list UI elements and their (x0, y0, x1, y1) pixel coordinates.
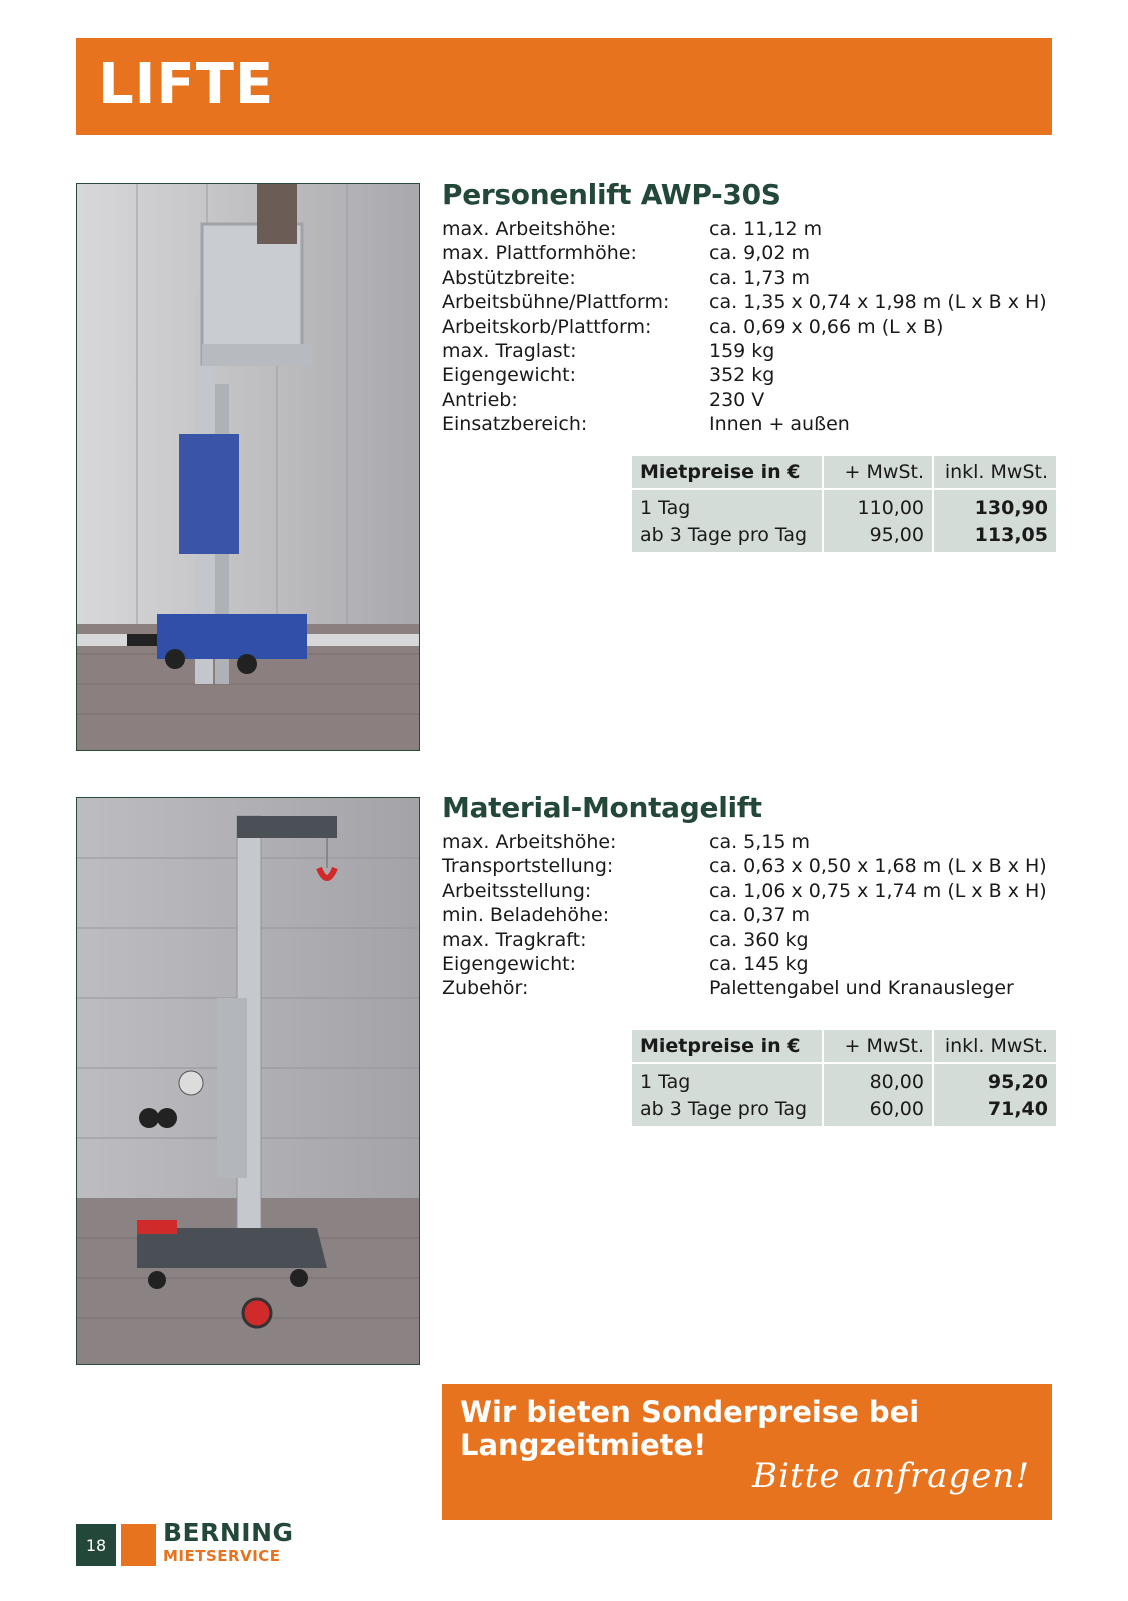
table-header: inkl. MwSt. (933, 1030, 1056, 1063)
brand-subtitle: MIETSERVICE (163, 1547, 281, 1565)
table-cell: ab 3 Tage pro Tag (632, 521, 823, 552)
spec-label: min. Beladehöhe: (442, 904, 610, 927)
table-cell: 130,90 (933, 489, 1056, 521)
spec-label: max. Arbeitshöhe: (442, 831, 617, 853)
table-header: Mietpreise in € (632, 1030, 823, 1063)
spec-value: ca. 145 kg (709, 953, 809, 976)
table-row (632, 521, 1056, 552)
spec-label: max. Arbeitshöhe: (442, 218, 617, 240)
spec-row (442, 315, 1052, 339)
spec-value: ca. 5,15 m (709, 831, 811, 853)
spec-value: Palettengabel und Kranausleger (709, 977, 1014, 1000)
spec-value: ca. 0,69 x 0,66 m (L x B) (709, 315, 944, 338)
spec-row (442, 928, 1052, 952)
montagelift-photo (76, 797, 420, 1365)
spec-label: Abstützbreite: (442, 266, 576, 289)
spec-value: ca. 1,06 x 0,75 x 1,74 m (L x B x H) (709, 879, 1047, 902)
table-cell: 80,00 (823, 1063, 933, 1095)
price-table (632, 456, 1056, 552)
table-cell: 60,00 (823, 1095, 933, 1126)
table-cell: ab 3 Tage pro Tag (632, 1095, 823, 1126)
spec-value: ca. 1,73 m (709, 266, 811, 289)
table-header-row (632, 456, 1056, 489)
spec-label: max. Plattformhöhe: (442, 242, 637, 265)
product-personenlift (442, 177, 1052, 437)
spec-label: max. Tragkraft: (442, 928, 587, 951)
spec-row (442, 830, 1052, 854)
promo-text: Wir bieten Sonderpreise bei Langzeitmiete! (460, 1395, 920, 1462)
spec-row (442, 412, 1052, 436)
table-cell: 113,05 (933, 521, 1056, 552)
brand-logo-icon (121, 1524, 156, 1566)
product-title: Material-Montagelift (442, 791, 762, 824)
spec-row (442, 290, 1052, 314)
spec-value: ca. 0,37 m (709, 904, 811, 927)
page-number: 18 (76, 1524, 116, 1566)
table-row (632, 489, 1056, 521)
spec-label: Eigengewicht: (442, 953, 576, 976)
spec-label: max. Traglast: (442, 340, 577, 363)
spec-label: Einsatzbereich: (442, 413, 588, 436)
personenlift-photo (76, 183, 420, 751)
table-cell: 110,00 (823, 489, 933, 521)
table-header: + MwSt. (823, 456, 933, 489)
spec-label: Arbeitsstellung: (442, 879, 592, 902)
spec-row (442, 854, 1052, 878)
spec-value: ca. 11,12 m (709, 218, 823, 240)
spec-label: Eigengewicht: (442, 364, 576, 387)
spec-row (442, 339, 1052, 363)
spec-value: ca. 360 kg (709, 928, 809, 951)
product-title: Personenlift AWP-30S (442, 178, 781, 211)
table-header: inkl. MwSt. (933, 456, 1056, 489)
spec-row (442, 241, 1052, 265)
spec-value: 230 V (709, 388, 765, 411)
product-montagelift (442, 790, 1052, 1001)
table-header: + MwSt. (823, 1030, 933, 1063)
table-cell: 1 Tag (632, 489, 823, 521)
spec-row (442, 952, 1052, 976)
spec-row (442, 217, 1052, 241)
spec-list (442, 830, 1052, 1001)
table-cell: 95,20 (933, 1063, 1056, 1095)
spec-list (442, 217, 1052, 437)
spec-label: Arbeitsbühne/Plattform: (442, 291, 670, 314)
price-table (632, 1030, 1056, 1126)
spec-value: ca. 9,02 m (709, 242, 811, 265)
spec-row (442, 266, 1052, 290)
promo-box (442, 1384, 1052, 1520)
spec-value: 352 kg (709, 364, 775, 387)
table-header-row (632, 1030, 1056, 1063)
spec-value: ca. 0,63 x 0,50 x 1,68 m (L x B x H) (709, 855, 1047, 878)
spec-label: Arbeitskorb/Plattform: (442, 315, 652, 338)
header-bar (76, 38, 1052, 135)
page-title: LIFTE (98, 52, 275, 117)
table-header: Mietpreise in € (632, 456, 823, 489)
promo-cta: Bitte anfragen! (752, 1456, 1030, 1496)
table-row (632, 1063, 1056, 1095)
spec-value: 159 kg (709, 340, 775, 363)
table-cell: 71,40 (933, 1095, 1056, 1126)
spec-value: Innen + außen (709, 413, 850, 436)
spec-row (442, 363, 1052, 387)
spec-label: Transportstellung: (442, 855, 614, 878)
spec-row (442, 903, 1052, 927)
spec-row (442, 388, 1052, 412)
spec-row (442, 879, 1052, 903)
spec-label: Antrieb: (442, 388, 518, 411)
table-cell: 1 Tag (632, 1063, 823, 1095)
table-cell: 95,00 (823, 521, 933, 552)
brand-name: BERNING (163, 1518, 294, 1547)
spec-value: ca. 1,35 x 0,74 x 1,98 m (L x B x H) (709, 291, 1047, 314)
table-row (632, 1095, 1056, 1126)
spec-label: Zubehör: (442, 977, 529, 1000)
spec-row (442, 976, 1052, 1000)
